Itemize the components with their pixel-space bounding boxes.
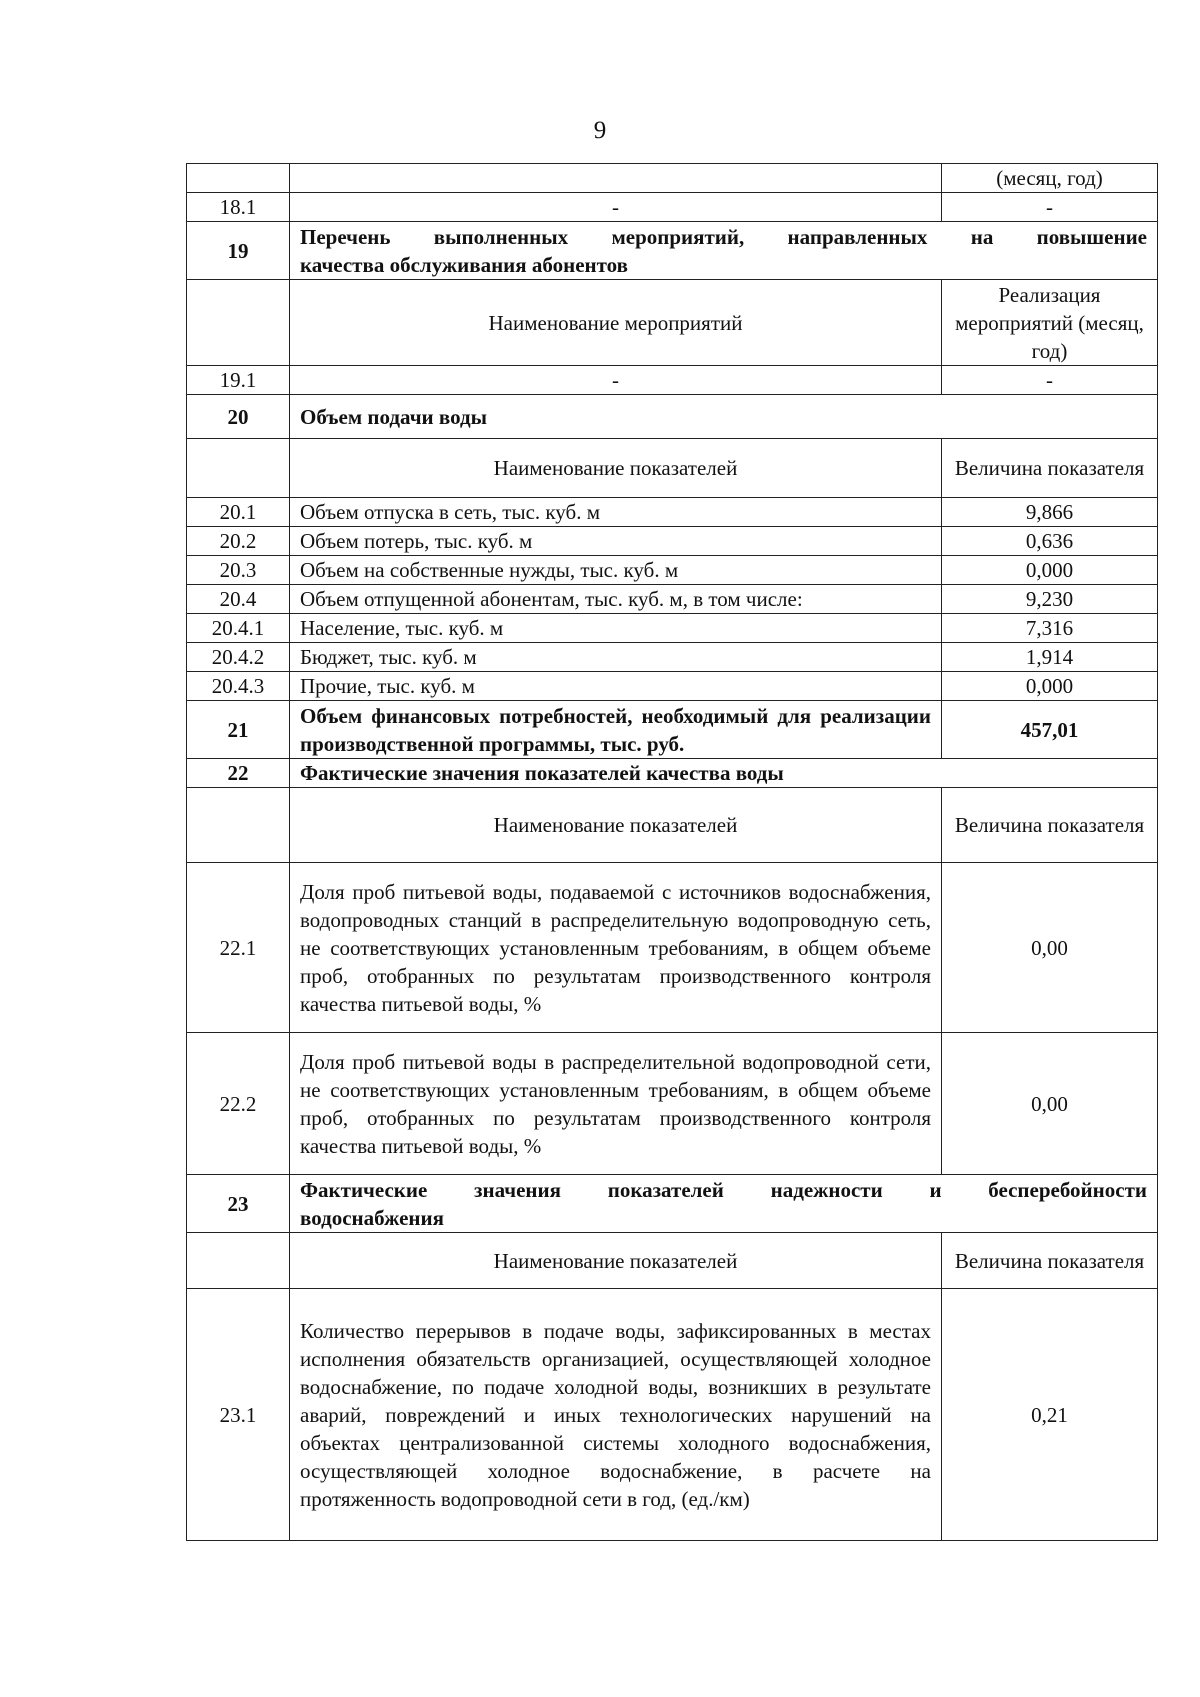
row-number: 20.4.1 — [187, 614, 290, 643]
section-number: 22 — [187, 759, 290, 788]
column-header-row — [187, 439, 1158, 498]
row-value: 0,000 — [942, 556, 1158, 585]
row-value: 9,230 — [942, 585, 1158, 614]
section-title: Фактические значения показателей надежности и бесперебойности водоснабжения — [290, 1175, 1158, 1233]
row-name: - — [290, 366, 942, 395]
row-value: 0,00 — [942, 1033, 1158, 1175]
table-row — [187, 498, 1158, 527]
row-value: 0,00 — [942, 863, 1158, 1033]
value-header: (месяц, год) — [942, 164, 1158, 193]
column-header-name: Наименование показателей — [290, 439, 942, 498]
row-number: 23.1 — [187, 1289, 290, 1541]
table-row — [187, 164, 1158, 193]
row-number: 20.4.3 — [187, 672, 290, 701]
row-value: 9,866 — [942, 498, 1158, 527]
section-row — [187, 222, 1158, 280]
row-name — [290, 164, 942, 193]
row-number: 18.1 — [187, 193, 290, 222]
column-header-value: Величина показателя — [942, 788, 1158, 863]
row-name: - — [290, 193, 942, 222]
table-row — [187, 366, 1158, 395]
row-name: Прочие, тыс. куб. м — [290, 672, 942, 701]
row-name: Население, тыс. куб. м — [290, 614, 942, 643]
row-name: Объем отпуска в сеть, тыс. куб. м — [290, 498, 942, 527]
table-row — [187, 556, 1158, 585]
row-number — [187, 788, 290, 863]
row-number: 22.2 — [187, 1033, 290, 1175]
table-row — [187, 672, 1158, 701]
row-name: Объем на собственные нужды, тыс. куб. м — [290, 556, 942, 585]
row-number — [187, 164, 290, 193]
production-program-table — [186, 163, 1158, 1541]
section-number: 21 — [187, 701, 290, 759]
row-value: 1,914 — [942, 643, 1158, 672]
table-row — [187, 643, 1158, 672]
column-header-value: Величина показателя — [942, 1233, 1158, 1289]
row-number — [187, 280, 290, 366]
row-number: 19.1 — [187, 366, 290, 395]
row-number — [187, 1233, 290, 1289]
row-number: 22.1 — [187, 863, 290, 1033]
row-name: Доля проб питьевой воды, подаваемой с источников водоснабжения, водопроводных станций в распределительную водопроводную сеть, не соответствующих установленным требованиям, в общем объеме проб, отобранных по результатам производственного контроля качества питьевой воды, % — [290, 863, 942, 1033]
page-number: 9 — [593, 117, 607, 144]
table-row — [187, 863, 1158, 1033]
section-number: 19 — [187, 222, 290, 280]
section-number: 20 — [187, 395, 290, 439]
table-row — [187, 527, 1158, 556]
row-name: Доля проб питьевой воды в распределительной водопроводной сети, не соответствующих установленным требованиям, в общем объеме проб, отобранных по результатам производственного контроля качества питьевой воды, % — [290, 1033, 942, 1175]
section-row — [187, 395, 1158, 439]
table-row — [187, 614, 1158, 643]
row-number: 20.4.2 — [187, 643, 290, 672]
row-number — [187, 439, 290, 498]
table-row — [187, 585, 1158, 614]
row-value: 0,636 — [942, 527, 1158, 556]
column-header-name: Наименование показателей — [290, 788, 942, 863]
row-value: 0,000 — [942, 672, 1158, 701]
column-header-name: Наименование мероприятий — [290, 280, 942, 366]
row-name: Бюджет, тыс. куб. м — [290, 643, 942, 672]
column-header-row — [187, 280, 1158, 366]
column-header-value: Реализация мероприятий (месяц, год) — [942, 280, 1158, 366]
row-value: 7,316 — [942, 614, 1158, 643]
row-number: 20.2 — [187, 527, 290, 556]
section-value: 457,01 — [942, 701, 1158, 759]
table-row — [187, 193, 1158, 222]
section-title: Объем финансовых потребностей, необходимый для реализации производственной программы, тыс. руб. — [290, 701, 942, 759]
row-number: 20.4 — [187, 585, 290, 614]
section-title: Объем подачи воды — [290, 395, 1158, 439]
row-number: 20.3 — [187, 556, 290, 585]
column-header-value: Величина показателя — [942, 439, 1158, 498]
row-name: Количество перерывов в подаче воды, зафиксированных в местах исполнения обязательств организацией, осуществляющей холодное водоснабжение, по подаче холодной воды, возникших в результате аварий, повреждений и иных технологических нарушений на объектах централизованной системы холодного водоснабжения, осуществляющей холодное водоснабжение, в расчете на протяженность водопроводной сети в год, (ед./км) — [290, 1289, 942, 1541]
row-number: 20.1 — [187, 498, 290, 527]
row-name: Объем отпущенной абонентам, тыс. куб. м, в том числе: — [290, 585, 942, 614]
row-value: - — [942, 193, 1158, 222]
row-value: - — [942, 366, 1158, 395]
section-row — [187, 1175, 1158, 1233]
row-value: 0,21 — [942, 1289, 1158, 1541]
column-header-row — [187, 1233, 1158, 1289]
column-header-name: Наименование показателей — [290, 1233, 942, 1289]
section-title: Перечень выполненных мероприятий, направленных на повышение качества обслуживания абонентов — [290, 222, 1158, 280]
row-name: Объем потерь, тыс. куб. м — [290, 527, 942, 556]
table-row — [187, 1289, 1158, 1541]
section-row — [187, 701, 1158, 759]
table-row — [187, 1033, 1158, 1175]
column-header-row — [187, 788, 1158, 863]
section-number: 23 — [187, 1175, 290, 1233]
section-row — [187, 759, 1158, 788]
section-title: Фактические значения показателей качества воды — [290, 759, 1158, 788]
